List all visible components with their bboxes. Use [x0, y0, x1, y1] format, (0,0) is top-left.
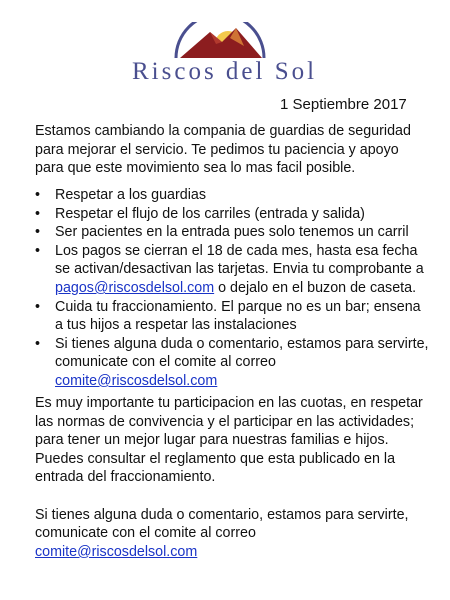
committee-email-link[interactable]: comite@riscosdelsol.com	[55, 372, 218, 389]
guidelines-list	[35, 186, 430, 391]
list-item-text: Respetar a los guardias	[55, 187, 206, 203]
logo-wordmark: Riscos del Sol	[132, 58, 318, 85]
letter-date: 1 Septiembre 2017	[280, 96, 407, 113]
closing-committee-email-link[interactable]: comite@riscosdelsol.com	[35, 543, 198, 560]
closing-paragraph-participation: Es muy importante tu participacion en las cuotas, en respetar las normas de convivencia y el participar en las actividades; para tener un mejor lugar para nuestras familias e hijos.	[35, 395, 423, 449]
intro-paragraph: Estamos cambiando la compania de guardias de seguridad para mejorar el servicio. Te pedimos tu paciencia y apoyo para que este movimiento sea lo mas facil posible.	[35, 123, 411, 177]
list-item-text: Cuida tu fraccionamiento. El parque no es un bar; ensena a tus hijos a respetar las instalaciones	[55, 298, 421, 334]
closing-paragraph-contact: Si tienes alguna duda o comentario, estamos para servirte, comunicate con el comite al correo	[35, 506, 409, 542]
payments-email-link[interactable]: pagos@riscosdelsol.com	[55, 279, 215, 296]
list-item	[35, 205, 430, 224]
list-item	[35, 298, 430, 335]
riscos-del-sol-logo	[130, 22, 318, 85]
list-item-text: Si tienes alguna duda o comentario, estamos para servirte, comunicate con el comite al correo	[55, 335, 429, 371]
list-item	[35, 335, 430, 391]
closing-paragraph-regulation: Puedes consultar el reglamento que esta publicado en la entrada del fraccionamiento.	[35, 450, 396, 486]
list-item-text: Los pagos se cierran el 18 de cada mes, hasta esa fecha se activan/desactivan las tarjetas. Envia tu comprobante a	[55, 242, 424, 278]
list-item	[35, 242, 430, 298]
list-item	[35, 223, 430, 242]
closing-section	[35, 394, 427, 561]
list-item-text: Respetar el flujo de los carriles (entrada y salida)	[55, 205, 365, 222]
spacer	[35, 487, 427, 506]
list-item	[35, 186, 430, 205]
list-item-text-after: o dejalo en el buzon de caseta.	[214, 279, 417, 296]
list-item-text: Ser pacientes en la entrada pues solo tenemos un carril	[55, 224, 409, 241]
